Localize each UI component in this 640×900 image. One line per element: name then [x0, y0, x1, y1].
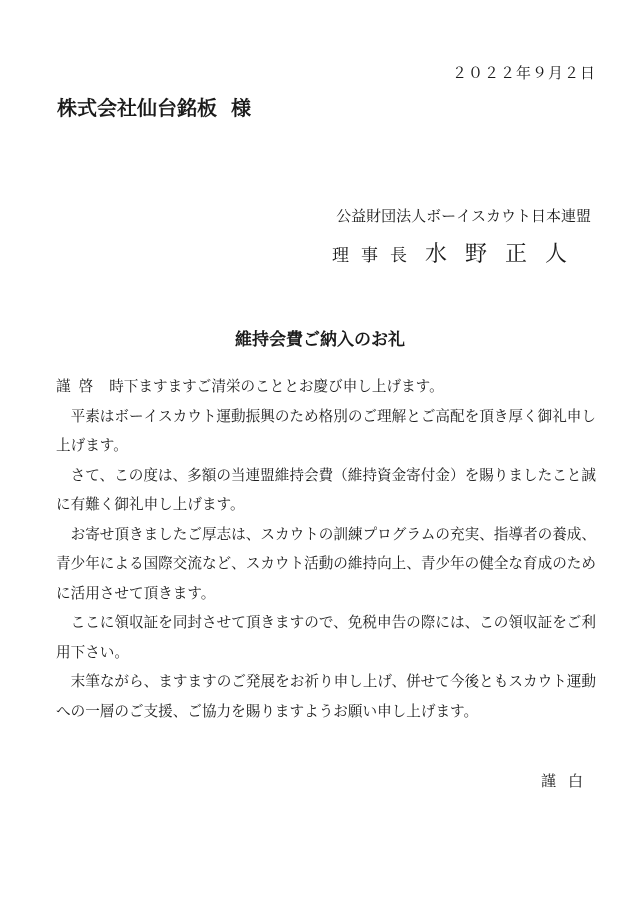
sender-name: 水野正人 — [424, 242, 585, 267]
body-paragraph: お寄せ頂きましたご厚志は、スカウトの訓練プログラムの充実、指導者の養成、青少年による国際交流など、スカウト活動の維持向上、青少年の健全な育成のために活用させて頂きます。 — [56, 525, 596, 602]
recipient-name: 株式会社仙台銘板 — [57, 96, 217, 120]
sender-organization: 公益財団法人ボーイスカウト日本連盟 — [336, 207, 591, 225]
sender-signature — [332, 237, 585, 268]
sender-title: 理事長 — [331, 246, 419, 266]
body-paragraph: 末筆ながら、ますますのご発展をお祈り申し上げ、併せて今後ともスカウト運動への一層のご支援、ご協力を賜りますようお願い申し上げます。 — [56, 673, 596, 720]
letter-body — [56, 372, 596, 726]
opening-line — [56, 372, 596, 402]
opening-salutation: 謹啓 — [56, 378, 102, 395]
body-paragraph: さて、この度は、多額の当連盟維持会費（維持資金寄付金）を賜りましたこと誠に有難く御礼申し上げます。 — [56, 466, 596, 513]
recipient-honorific: 様 — [231, 96, 251, 120]
recipient — [57, 92, 251, 121]
body-paragraph: ここに領収証を同封させて頂きますので、免税申告の際には、この領収証をご利用下さい。 — [56, 614, 596, 661]
letter-date: ２０２２年９月２日 — [451, 64, 596, 82]
body-paragraph: 平素はボーイスカウト運動振興のため格別のご理解とご高配を頂き厚く御礼申し上げます。 — [56, 407, 596, 454]
letter-subject: 維持会費ご納入のお礼 — [235, 330, 405, 350]
closing-phrase: 謹白 — [540, 772, 595, 790]
opening-text: 時下ますますご清栄のこととお慶び申し上げます。 — [109, 378, 444, 395]
